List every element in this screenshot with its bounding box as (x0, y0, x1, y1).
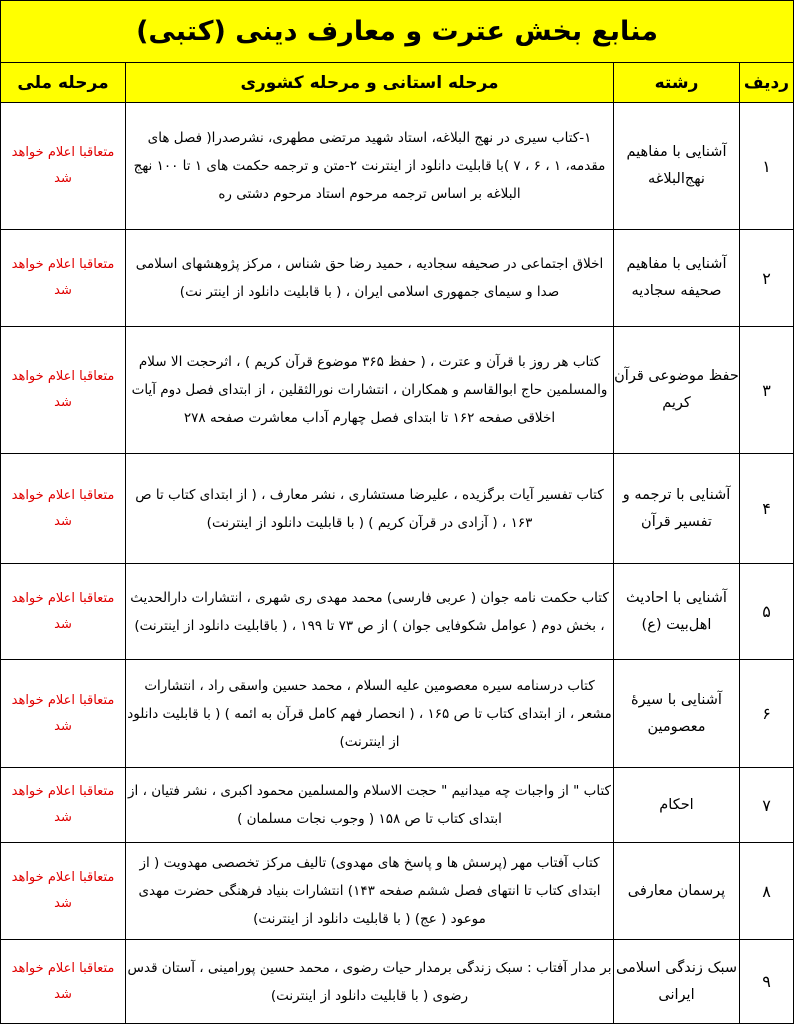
source-text: ۱-کتاب سیری در نهج البلاغه، استاد شهید مرتضی مطهری، نشرصدرا( فصل های مقدمه، ۱ ، ۶ ، ۷ )با قابلیت دانلود از اینترنت ۲-متن و ترجمه حکمت های ۱ تا ۱۰۰ نهج البلاغه بر اساس ترجمه مرحوم استاد مرحوم دشتی ره (126, 103, 614, 230)
header-row-number: ردیف (740, 63, 794, 103)
table-row (1, 327, 794, 454)
page-title: منابع بخش عترت و معارف دینی (کتبی) (1, 1, 794, 63)
table-row (1, 454, 794, 564)
table-header-row (1, 63, 794, 103)
row-number: ۱ (740, 103, 794, 230)
row-number: ۹ (740, 940, 794, 1024)
source-text: کتاب هر روز با قرآن و عترت ، ( حفظ ۳۶۵ موضوع قرآن کریم ) ، اثرحجت الا سلام والمسلمین حاج ابوالقاسم و همکاران ، انتشارات نورالثقلین ، از ابتدای فصل دوم آیات اخلاقی صفحه ۱۶۲ تا ابتدای فصل چهارم آداب معاشرت صفحه ۲۷۸ (126, 327, 614, 454)
field-name: آشنایی با احادیث اهل‌بیت (ع) (614, 564, 740, 660)
field-name: آشنایی با مفاهیم صحیفه سجادیه (614, 230, 740, 327)
table-row (1, 230, 794, 327)
row-number: ۲ (740, 230, 794, 327)
field-name: پرسمان معارفی (614, 843, 740, 940)
source-text: کتاب درسنامه سیره معصومین علیه السلام ، محمد حسین واسقی راد ، انتشارات مشعر ، از ابتدای کتاب تا ص ۱۶۵ ، ( انحصار فهم کامل قرآن به ائمه ) ( با قابلیت دانلود از اینترنت) (126, 660, 614, 768)
national-stage-status: متعاقبا اعلام خواهد شد (1, 768, 126, 843)
national-stage-status: متعاقبا اعلام خواهد شد (1, 327, 126, 454)
header-field: رشته (614, 63, 740, 103)
table-row (1, 843, 794, 940)
national-stage-status: متعاقبا اعلام خواهد شد (1, 843, 126, 940)
field-name: سبک زندگی اسلامی ایرانی (614, 940, 740, 1024)
row-number: ۵ (740, 564, 794, 660)
row-number: ۷ (740, 768, 794, 843)
field-name: حفظ موضوعی قرآن کریم (614, 327, 740, 454)
table-row (1, 564, 794, 660)
national-stage-status: متعاقبا اعلام خواهد شد (1, 103, 126, 230)
field-name: آشنایی با ترجمه و تفسیر قرآن (614, 454, 740, 564)
table-row (1, 940, 794, 1024)
field-name: آشنایی با سیرهٔ معصومین (614, 660, 740, 768)
national-stage-status: متعاقبا اعلام خواهد شد (1, 230, 126, 327)
row-number: ۳ (740, 327, 794, 454)
source-text: کتاب " از واجبات چه میدانیم " حجت الاسلام والمسلمین محمود اکبری ، نشر فتیان ، از ابتدای کتاب تا ص ۱۵۸ ( وجوب نجات مسلمان ) (126, 768, 614, 843)
national-stage-status: متعاقبا اعلام خواهد شد (1, 564, 126, 660)
table-row (1, 768, 794, 843)
table-row (1, 660, 794, 768)
source-text: کتاب آفتاب مهر (پرسش ها و پاسخ های مهدوی) تالیف مرکز تخصصی مهدویت ( از ابتدای کتاب تا انتهای فصل ششم صفحه ۱۴۳) انتشارات بنیاد فرهنگی حضرت مهدی موعود ( عج) ( با قابلیت دانلود از اینترنت) (126, 843, 614, 940)
source-text: کتاب حکمت نامه جوان ( عربی فارسی) محمد مهدی ری شهری ، انتشارات دارالحدیث ، بخش دوم ( عوامل شکوفایی جوان ) از ص ۷۳ تا ۱۹۹ ، ( باقابلیت دانلود از اینترنت) (126, 564, 614, 660)
field-name: آشنایی با مفاهیم نهج‌البلاغه (614, 103, 740, 230)
table-row (1, 103, 794, 230)
source-text: اخلاق اجتماعی در صحیفه سجادیه ، حمید رضا حق شناس ، مرکز پژوهشهای اسلامی صدا و سیمای جمهوری اسلامی ایران ، ( با قابلیت دانلود از اینتر نت) (126, 230, 614, 327)
row-number: ۶ (740, 660, 794, 768)
header-provincial-stage: مرحله استانی و مرحله کشوری (126, 63, 614, 103)
row-number: ۴ (740, 454, 794, 564)
national-stage-status: متعاقبا اعلام خواهد شد (1, 660, 126, 768)
header-national-stage: مرحله ملی (1, 63, 126, 103)
national-stage-status: متعاقبا اعلام خواهد شد (1, 454, 126, 564)
source-text: کتاب تفسیر آیات برگزیده ، علیرضا مستشاری ، نشر معارف ، ( از ابتدای کتاب تا ص ۱۶۳ ، ( آزادی در قرآن کریم ) ( با قابلیت دانلود از اینترنت) (126, 454, 614, 564)
field-name: احکام (614, 768, 740, 843)
source-text: بر مدار آفتاب : سبک زندگی برمدار حیات رضوی ، محمد حسین پورامینی ، آستان قدس رضوی ( با قابلیت دانلود از اینترنت) (126, 940, 614, 1024)
national-stage-status: متعاقبا اعلام خواهد شد (1, 940, 126, 1024)
row-number: ۸ (740, 843, 794, 940)
